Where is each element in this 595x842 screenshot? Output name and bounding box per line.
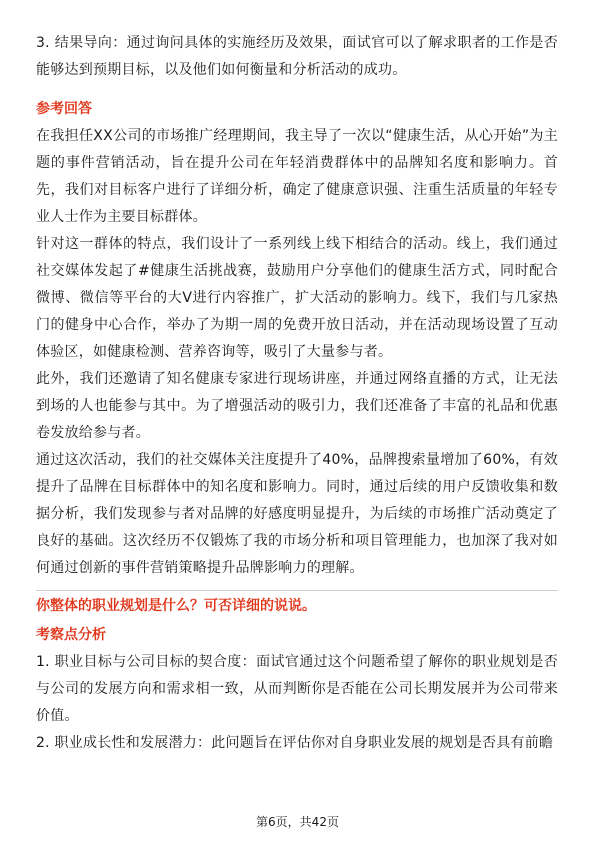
answer-paragraph-2: 针对这一群体的特点，我们设计了一系列线上线下相结合的活动。线上，我们通过社交媒体发起了#健康生活挑战赛，鼓励用户分享他们的健康生活方式，同时配合微博、微信等平台的大V进行内容推广，扩大活动的影响力。线下，我们与几家热门的健身中心合作，举办了为期一周的免费开放日活动，并在活动现场设置了互动体验区，如健康检测、营养咨询等，吸引了大量参与者。 [36,236,558,360]
answer-paragraph-3: 此外，我们还邀请了知名健康专家进行现场讲座，并通过网络直播的方式，让无法到场的人也能参与其中。为了增强活动的吸引力，我们还准备了丰富的礼品和优惠卷发放给参与者。 [36,371,558,441]
section-divider [36,590,558,591]
page-number: 第6页，共42页 [256,815,339,829]
analysis-heading: 考察点分析 [36,627,106,643]
answer-paragraph-1: 在我担任XX公司的市场推广经理期间，我主导了一次以“健康生活，从心开始”为主题的事件营销活动，旨在提升公司在年轻消费群体中的品牌知名度和影响力。首先，我们对目标客户进行了详细分析，确定了健康意识强、注重生活质量的年轻专业人士作为主要目标群体。 [36,128,558,225]
question-title: 你整体的职业规划是什么？可否详细的说说。 [36,598,316,614]
analysis-point-3: 3. 结果导向：通过询问具体的实施经历及效果，面试官可以了解求职者的工作是否能够达到预期目标，以及他们如何衡量和分析活动的成功。 [36,35,558,78]
analysis-point-2: 2. 职业成长性和发展潜力：此问题旨在评估你对自身职业发展的规划是否具有前瞻 [36,735,554,751]
analysis-point-1: 1. 职业目标与公司目标的契合度：面试官通过这个问题希望了解你的职业规划是否与公司的发展方向和需求相一致，从而判断你是否能在公司长期发展并为公司带来价值。 [36,654,558,724]
answer-heading: 参考回答 [36,101,92,117]
answer-paragraph-4: 通过这次活动，我们的社交媒体关注度提升了40%，品牌搜索量增加了60%，有效提升了品牌在目标群体中的知名度和影响力。同时，通过后续的用户反馈收集和数据分析，我们发现参与者对品牌的好感度明显提升，为后续的市场推广活动奠定了良好的基础。这次经历不仅锻炼了我的市场分析和项目管理能力，也加深了我对如何通过创新的事件营销策略提升品牌影响力的理解。 [36,452,558,576]
document-page [36,28,558,757]
